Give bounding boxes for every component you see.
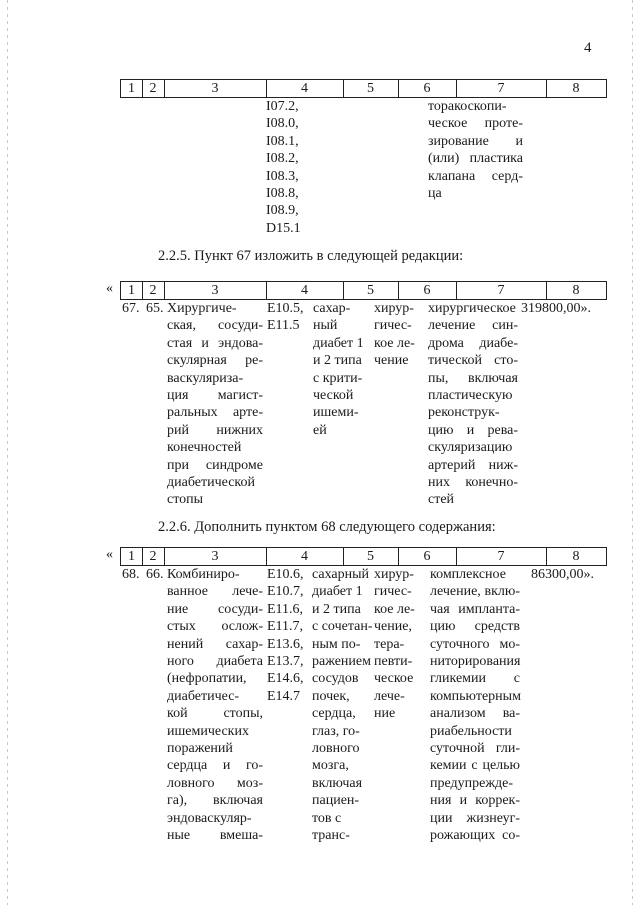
scan-edge-right bbox=[632, 0, 633, 905]
hdr1-col-7: 7 bbox=[456, 80, 547, 97]
hdr1-col-6: 6 bbox=[398, 80, 457, 97]
hdr2-col-6: 6 bbox=[398, 282, 457, 299]
hdr3-col-6: 6 bbox=[398, 548, 457, 565]
hdr3-col-2: 2 bbox=[142, 548, 165, 565]
row68-col6: хирур- гичес- кое ле- чение, тера- певти- ческое лече- ние bbox=[374, 567, 415, 722]
hdr1-col-5: 5 bbox=[343, 80, 399, 97]
table-header-3 bbox=[120, 547, 607, 566]
hdr2-col-2: 2 bbox=[142, 282, 165, 299]
row67-col4: E10.5, E11.5 bbox=[267, 301, 304, 334]
row67-col2: 65. bbox=[146, 301, 164, 316]
hdr2-col-5: 5 bbox=[343, 282, 399, 299]
opening-quote-2: « bbox=[106, 547, 113, 562]
row68-col8: 86300,00». bbox=[531, 567, 594, 582]
hdr2-col-1: 1 bbox=[121, 282, 143, 299]
row68-col5: сахарный диабет 1 и 2 типа с сочетан- ным по- ражением сосудов почек, сердца, глаз, го- ловного мозга, включая пациен- тов с транс- bbox=[312, 567, 373, 844]
paragraph-2-2-5: 2.2.5. Пункт 67 изложить в следующей редакции: bbox=[158, 248, 464, 264]
hdr1-col-4: 4 bbox=[266, 80, 344, 97]
hdr2-col-4: 4 bbox=[266, 282, 344, 299]
row67-col7: хирургическое лечение син- дрома диабе- тической сто- пы, включая пластическую реконструк- цию и рева- скуляризацию артерий ниж- них конечно- стей bbox=[428, 301, 518, 508]
row67-col5: сахар- ный диабет 1 и 2 типа с крити- ческой ишеми- ей bbox=[313, 301, 364, 438]
row68-col7: комплексное лечение, вклю- чая импланта- цию средств суточного мо- ниторирования гликемии с компьютерным анализом ва- риабельности суточной гли- кемии с целью предупрежде- ния и коррек- ции жизнеуг- рожающих со- bbox=[430, 567, 521, 844]
row67-col6: хирур- гичес- кое ле- чение bbox=[374, 301, 415, 369]
row68-col1: 68. bbox=[122, 567, 140, 582]
row67-col1: 67. bbox=[122, 301, 140, 316]
row67-col3: Хирургиче- ская, сосуди- стая и эндова- скулярная ре- васкуляриза- ция магист- ральных арте- рий нижних конечностей при синдроме диабетической стопы bbox=[167, 301, 263, 508]
opening-quote: « bbox=[106, 281, 113, 296]
table0-col4: I07.2, I08.0, I08.1, I08.2, I08.3, I08.8, I08.9, D15.1 bbox=[266, 99, 301, 236]
paragraph-2-2-6: 2.2.6. Дополнить пунктом 68 следующего содержания: bbox=[158, 519, 496, 535]
hdr1-col-1: 1 bbox=[121, 80, 143, 97]
row68-col3: Комбиниро- ванное лече- ние сосуди- стых ослож- нений сахар- ного диабета (нефропатии, диабетичес- кой стопы, ишемических поражений сердца и го- ловного моз- га), включая эндоваскуляр- ные вмеша- bbox=[167, 567, 263, 844]
row68-col4: E10.6, E10.7, E11.6, E11.7, E13.6, E13.7, E14.6, E14.7 bbox=[267, 567, 304, 704]
hdr3-col-3: 3 bbox=[164, 548, 267, 565]
scan-edge-left bbox=[7, 0, 8, 905]
hdr2-col-7: 7 bbox=[456, 282, 547, 299]
page-number: 4 bbox=[584, 40, 592, 56]
hdr1-col-3: 3 bbox=[164, 80, 267, 97]
hdr3-col-8: 8 bbox=[546, 548, 607, 565]
hdr3-col-1: 1 bbox=[121, 548, 143, 565]
hdr2-col-8: 8 bbox=[546, 282, 607, 299]
hdr2-col-3: 3 bbox=[164, 282, 267, 299]
hdr3-col-4: 4 bbox=[266, 548, 344, 565]
table-header-1 bbox=[120, 79, 607, 98]
hdr1-col-8: 8 bbox=[546, 80, 607, 97]
hdr3-col-5: 5 bbox=[343, 548, 399, 565]
row67-col8: 319800,00». bbox=[521, 301, 591, 316]
row68-col2: 66. bbox=[146, 567, 164, 582]
hdr3-col-7: 7 bbox=[456, 548, 547, 565]
hdr1-col-2: 2 bbox=[142, 80, 165, 97]
table-header-2 bbox=[120, 281, 607, 300]
table0-col7: торакоскопи- ческое проте- зирование и (или) пластика клапана серд- ца bbox=[428, 99, 523, 202]
